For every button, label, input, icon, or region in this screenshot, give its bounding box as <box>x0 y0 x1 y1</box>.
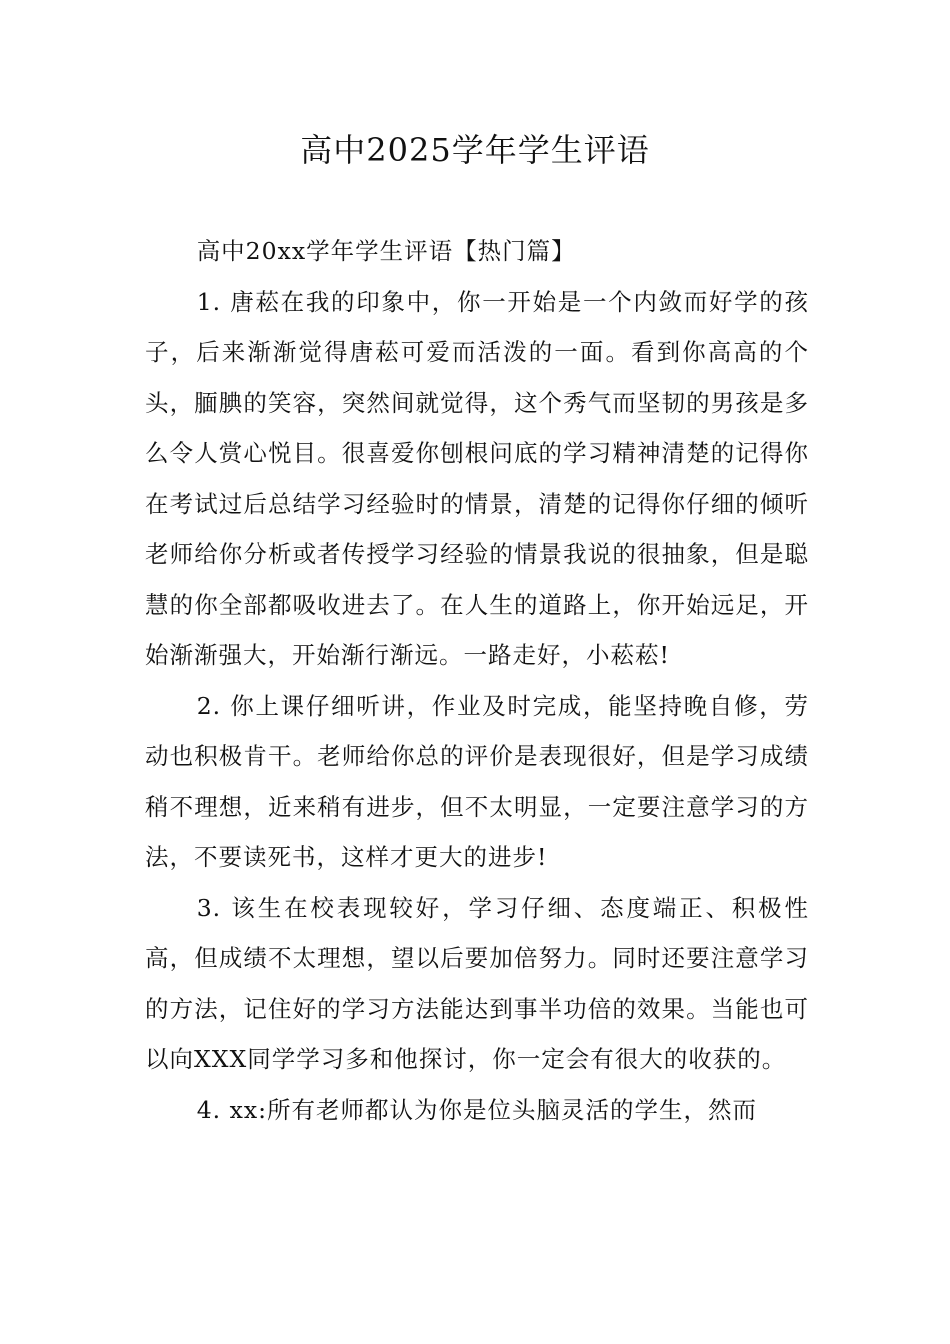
document-body <box>145 226 809 1135</box>
comment-paragraph-1: 1. 唐菘在我的印象中，你一开始是一个内敛而好学的孩子，后来渐渐觉得唐菘可爱而活泼的一面。看到你高高的个头，腼腆的笑容，突然间就觉得，这个秀气而坚韧的男孩是多么令人赏心悦目。很喜爱你刨根问底的学习精神清楚的记得你在考试过后总结学习经验时的情景，清楚的记得你仔细的倾听老师给你分析或者传授学习经验的情景我说的很抽象，但是聪慧的你全部都吸收进去了。在人生的道路上，你开始远足，开始渐渐强大，开始渐行渐远。一路走好，小菘菘! <box>145 287 810 669</box>
comment-paragraph-4: 4. xx:所有老师都认为你是位头脑灵活的学生，然而 <box>196 1095 758 1124</box>
comment-paragraph-3: 3. 该生在校表现较好，学习仔细、态度端正、积极性高，但成绩不太理想，望以后要加倍努力。同时还要注意学习的方法，记住好的学习方法能达到事半功倍的效果。当能也可以向XXX同学学习多和他探讨，你一定会有很大的收获的。 <box>145 893 809 1073</box>
comment-paragraph-2: 2. 你上课仔细听讲，作业及时完成，能坚持晚自修，劳动也积极肯干。老师给你总的评价是表现很好，但是学习成绩稍不理想，近来稍有进步，但不太明显，一定要注意学习的方法，不要读死书，这样才更大的进步! <box>145 691 810 871</box>
document-title: 高中2025学年学生评语 <box>300 131 650 169</box>
document-subtitle: 高中20xx学年学生评语【热门篇】 <box>196 237 576 265</box>
